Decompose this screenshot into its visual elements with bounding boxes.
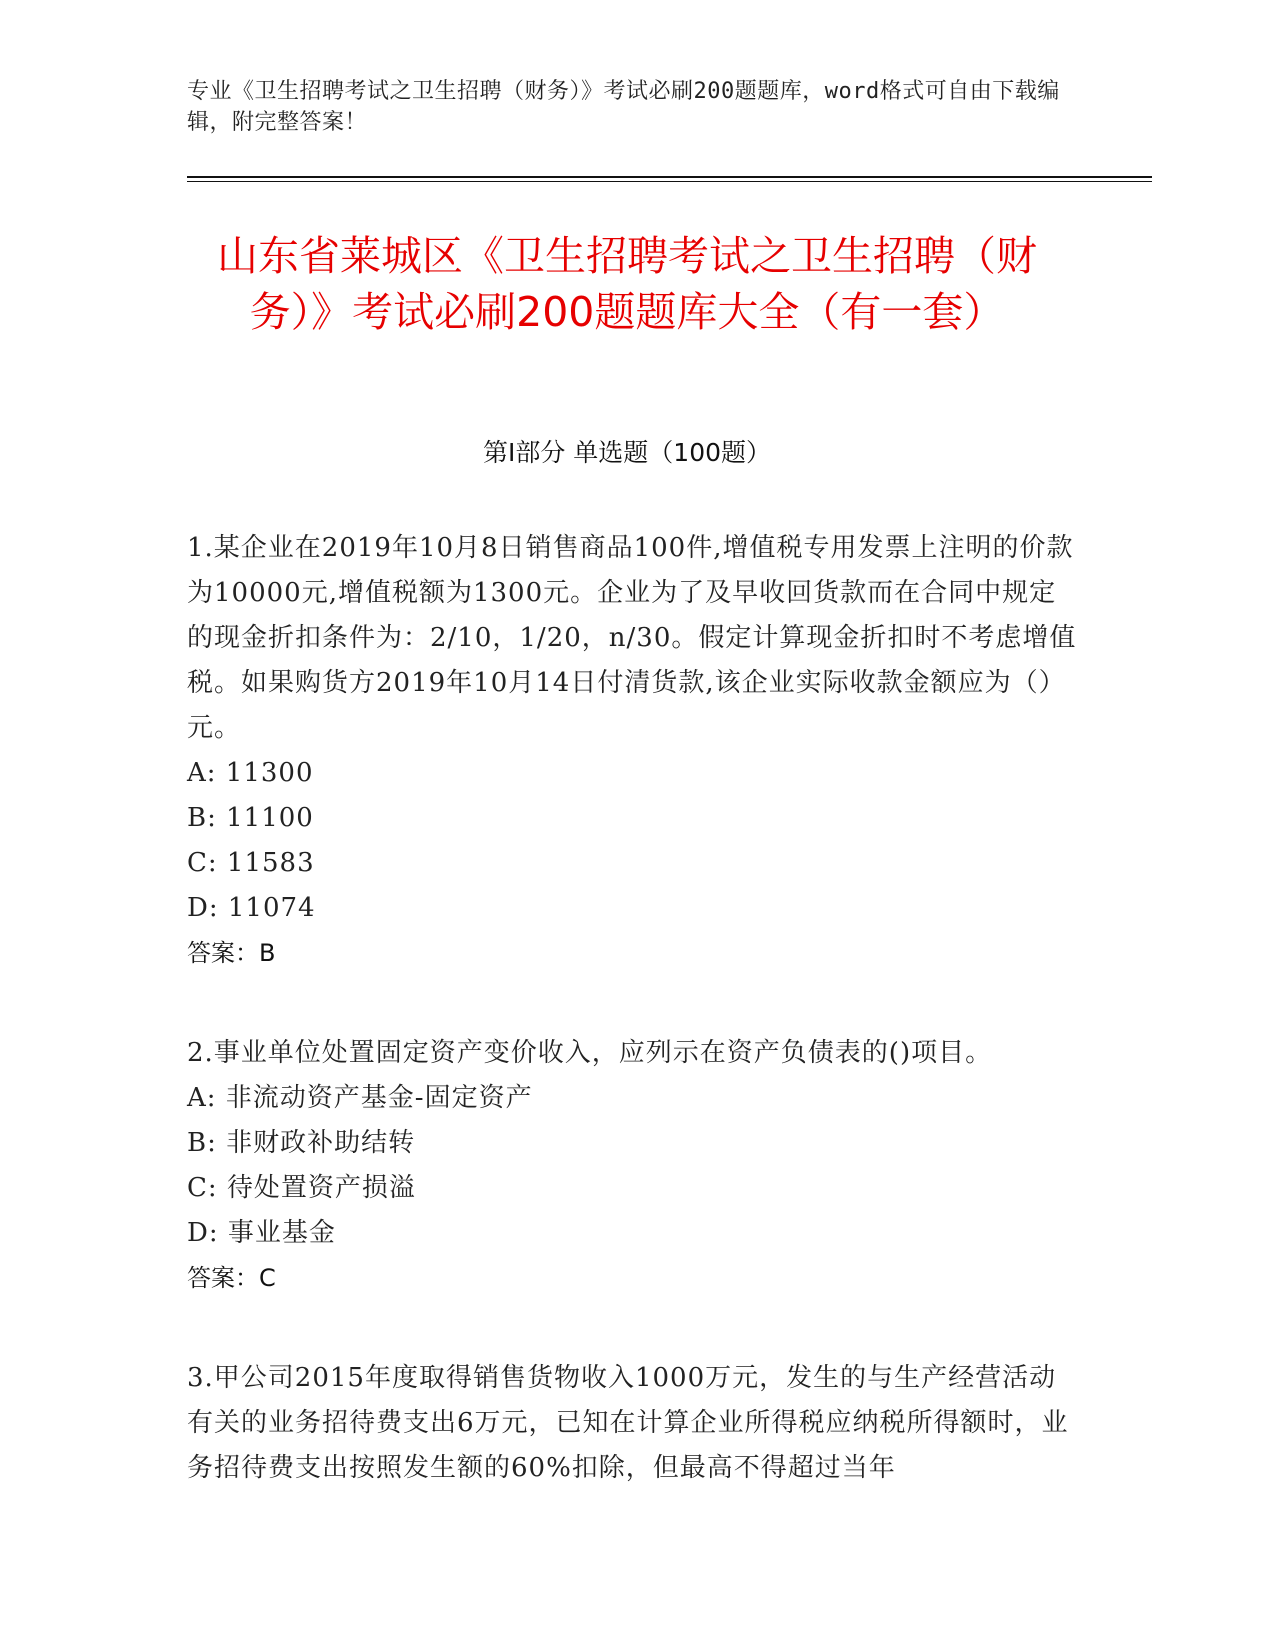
header-note: 专业《卫生招聘考试之卫生招聘（财务）》考试必刷200题题库，word格式可自由下载编辑，附完整答案！ — [187, 79, 1060, 135]
answer: 答案：C — [187, 1264, 276, 1292]
question-2 — [187, 1031, 1077, 1301]
question-3 — [187, 1356, 1077, 1491]
option-c: C: 待处置资产损溢 — [187, 1173, 416, 1203]
document-title: 山东省莱城区《卫生招聘考试之卫生招聘（财务）》考试必刷200题题库大全（有一套） — [217, 232, 1037, 336]
option-d: D: 11074 — [187, 893, 316, 923]
option-a: A: 11300 — [187, 758, 314, 788]
answer: 答案：B — [187, 939, 276, 967]
header-rule-thin — [187, 181, 1152, 182]
question-list — [187, 526, 1077, 1546]
option-b: B: 非财政补助结转 — [187, 1128, 416, 1158]
section-title: 第I部分 单选题（100题） — [482, 438, 772, 467]
question-1 — [187, 526, 1077, 976]
option-c: C: 11583 — [187, 848, 315, 878]
option-d: D: 事业基金 — [187, 1218, 336, 1248]
question-text: 3.甲公司2015年度取得销售货物收入1000万元，发生的与生产经营活动有关的业务招待费支出6万元，已知在计算企业所得税应纳税所得额时，业务招待费支出按照发生额的60%扣除，但最高不得超过当年 — [187, 1363, 1069, 1483]
question-text: 2.事业单位处置固定资产变价收入，应列示在资产负债表的()项目。 — [187, 1038, 993, 1068]
option-a: A: 非流动资产基金-固定资产 — [187, 1083, 533, 1113]
option-b: B: 11100 — [187, 803, 314, 833]
question-text: 1.某企业在2019年10月8日销售商品100件,增值税专用发票上注明的价款为10000元,增值税额为1300元。企业为了及早收回货款而在合同中规定的现金折扣条件为：2/10，1/20，n/30。假定计算现金折扣时不考虑增值税。如果购货方2019年10月14日付清货款,该企业实际收款金额应为（）元。 — [187, 533, 1077, 743]
header-rule-thick — [187, 176, 1152, 178]
